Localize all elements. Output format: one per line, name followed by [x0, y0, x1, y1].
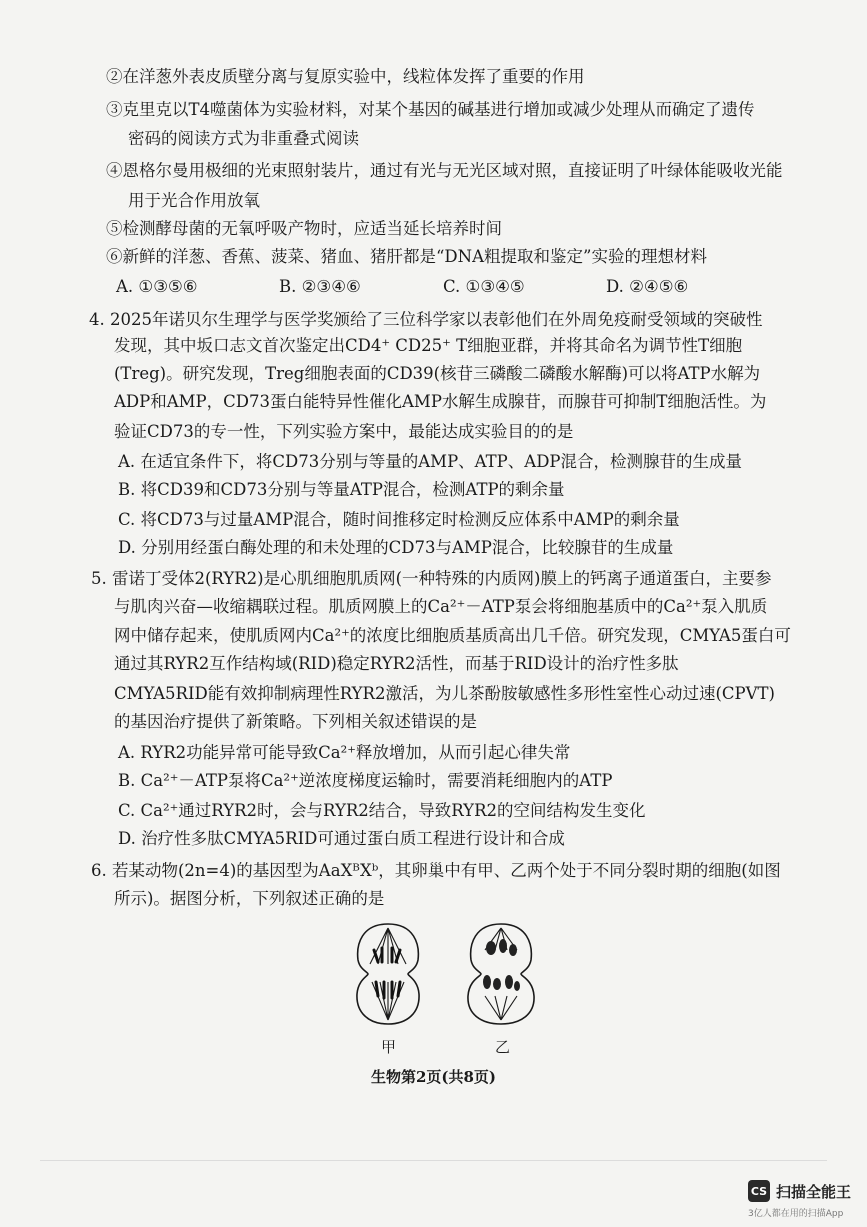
- q4-stem-4: ADP和AMP，CD73蛋白能特异性催化AMP水解生成腺苷，而腺苷可抑制T细胞活性。为: [114, 392, 767, 411]
- q5-option-b: B. Ca²⁺－ATP泵将Ca²⁺逆浓度梯度运输时，需要消耗细胞内的ATP: [118, 771, 613, 790]
- label-jia: 甲: [381, 1038, 397, 1056]
- statement-5: ⑤检测酵母菌的无氧呼吸产物时，应适当延长培养时间: [106, 219, 502, 238]
- q3-option-d: D. ②④⑤⑥: [606, 277, 689, 296]
- statement-3: ③克里克以T4噬菌体为实验材料，对某个基因的碱基进行增加或减少处理从而确定了遗传: [106, 100, 755, 119]
- bottom-divider: [40, 1160, 827, 1161]
- scanner-badge: [748, 1180, 851, 1202]
- page-footer: 生物第2页(共8页): [370, 1068, 497, 1086]
- q4-option-c: C. 将CD73与过量AMP混合，随时间推移定时检测反应体系中AMP的剩余量: [118, 510, 680, 529]
- q4-stem-5: 验证CD73的专一性，下列实验方案中，最能达成实验目的的是: [114, 422, 574, 441]
- scanner-app-name: 扫描全能王: [776, 1182, 852, 1201]
- q4-stem-3: (Treg)。研究发现，Treg细胞表面的CD39(核苷三磷酸二磷酸水解酶)可以将ATP水解为: [114, 364, 761, 383]
- q3-option-c: C. ①③④⑤: [443, 277, 525, 296]
- q4-option-d: D. 分别用经蛋白酶处理的和未处理的CD73与AMP混合，比较腺苷的生成量: [118, 538, 674, 557]
- statement-3-cont: 密码的阅读方式为非重叠式阅读: [128, 129, 359, 148]
- q5-option-d: D. 治疗性多肽CMYA5RID可通过蛋白质工程进行设计和合成: [118, 829, 565, 848]
- q5-stem-3: 网中储存起来，使肌质网内Ca²⁺的浓度比细胞质基质高出几千倍。研究发现，CMYA5蛋白可: [114, 626, 791, 645]
- label-yi: 乙: [495, 1038, 511, 1056]
- q5-stem-1: 5. 雷诺丁受体2(RYR2)是心肌细胞肌质网(一种特殊的内质网)膜上的钙离子通道蛋白，主要参: [91, 569, 772, 588]
- q5-stem-6: 的基因治疗提供了新策略。下列相关叙述错误的是: [114, 712, 477, 731]
- scanner-tagline: 3亿人都在用的扫描App: [748, 1209, 844, 1219]
- q5-stem-4: 通过其RYR2互作结构域(RID)稳定RYR2活性，而基于RID设计的治疗性多肽: [114, 654, 679, 673]
- q5-stem-2: 与肌肉兴奋—收缩耦联过程。肌质网膜上的Ca²⁺－ATP泵会将细胞基质中的Ca²⁺泵入肌质: [114, 597, 768, 616]
- q5-stem-5: CMYA5RID能有效抑制病理性RYR2激活，为儿茶酚胺敏感性多形性室性心动过速(CPVT): [114, 684, 775, 703]
- q3-option-a: A. ①③⑤⑥: [116, 277, 198, 296]
- q5-option-a: A. RYR2功能异常可能导致Ca²⁺释放增加，从而引起心律失常: [118, 743, 571, 762]
- q4-option-a: A. 在适宜条件下，将CD73分别与等量的AMP、ATP、ADP混合，检测腺苷的生成量: [118, 452, 743, 471]
- q6-stem-2: 所示)。据图分析，下列叙述正确的是: [114, 889, 385, 908]
- statement-4: ④恩格尔曼用极细的光束照射装片，通过有光与无光区域对照，直接证明了叶绿体能吸收光能: [106, 161, 783, 180]
- statement-6: ⑥新鲜的洋葱、香蕉、菠菜、猪血、猪肝都是“DNA粗提取和鉴定”实验的理想材料: [106, 247, 707, 266]
- q5-option-c: C. Ca²⁺通过RYR2时，会与RYR2结合，导致RYR2的空间结构发生变化: [118, 801, 646, 820]
- cell-yi-figure: [463, 920, 539, 1028]
- statement-4-cont: 用于光合作用放氧: [128, 191, 260, 210]
- q4-stem-1: 4. 2025年诺贝尔生理学与医学奖颁给了三位科学家以表彰他们在外周免疫耐受领域的突破性: [89, 310, 763, 329]
- camscanner-logo-icon: CS: [748, 1180, 770, 1202]
- q3-option-b: B. ②③④⑥: [279, 277, 361, 296]
- cell-jia-figure: [352, 920, 424, 1028]
- q6-stem-1: 6. 若某动物(2n=4)的基因型为AaXᴮXᵇ，其卵巢中有甲、乙两个处于不同分裂时期的细胞(如图: [91, 861, 781, 880]
- q4-stem-2: 发现，其中坂口志文首次鉴定出CD4⁺ CD25⁺ T细胞亚群，并将其命名为调节性T细胞: [114, 336, 743, 355]
- q4-option-b: B. 将CD39和CD73分别与等量ATP混合，检测ATP的剩余量: [118, 480, 565, 499]
- statement-2: ②在洋葱外表皮质壁分离与复原实验中，线粒体发挥了重要的作用: [106, 67, 585, 86]
